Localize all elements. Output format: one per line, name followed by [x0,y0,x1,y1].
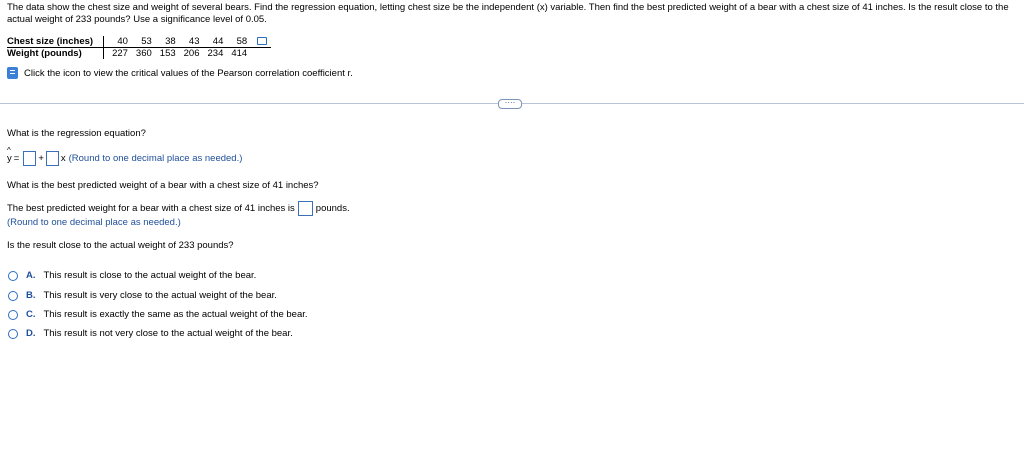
plus-sign: + [38,153,44,164]
question-regression: What is the regression equation? [7,128,146,139]
chest-value: 44 [204,36,228,48]
book-icon[interactable] [7,67,18,79]
critical-values-link[interactable] [7,67,353,79]
predicted-weight-suffix: pounds. [315,203,350,214]
table-row [7,36,271,48]
row-label-weight: Weight (pounds) [7,48,104,60]
equals-sign: = [13,153,20,164]
radio-button[interactable] [8,310,18,320]
regression-equation [7,151,242,166]
radio-button[interactable] [8,271,18,281]
question-predicted-weight: What is the best predicted weight of a bear with a chest size of 41 inches? [7,180,319,191]
row-label-chest: Chest size (inches) [7,36,104,48]
weight-value: 234 [207,48,224,59]
data-table [7,36,271,59]
option-b[interactable] [8,290,277,301]
option-d[interactable] [8,328,293,339]
weight-value: 206 [183,48,200,59]
option-letter: C. [26,309,36,320]
option-letter: A. [26,270,36,281]
predicted-weight-input[interactable] [298,201,313,216]
radio-button[interactable] [8,329,18,339]
rounding-hint: (Round to one decimal place as needed.) [68,153,243,164]
option-a[interactable] [8,270,256,281]
intercept-input[interactable] [23,151,36,166]
predicted-weight-prefix: The best predicted weight for a bear with a chest size of 41 inches is [7,203,295,214]
option-text[interactable]: This result is exactly the same as the actual weight of the bear. [43,309,308,320]
option-text[interactable]: This result is not very close to the actual weight of the bear. [43,328,293,339]
predicted-weight-row [7,201,350,216]
chest-value: 53 [132,36,156,48]
table-row [7,48,271,60]
y-hat-symbol: ^ y [7,153,12,164]
weight-value: 414 [231,48,248,59]
weight-value: 227 [112,48,128,59]
x-variable: x [60,153,66,164]
chest-value: 40 [104,36,132,48]
question-closeness: Is the result close to the actual weight of 233 pounds? [7,240,234,251]
weight-value: 360 [135,48,152,59]
chest-value: 43 [180,36,204,48]
chest-value: 58 [227,36,251,48]
weight-value: 153 [159,48,176,59]
rounding-hint: (Round to one decimal place as needed.) [7,217,181,228]
critical-values-link-text[interactable]: Click the icon to view the critical values of the Pearson correlation coefficient r. [24,67,353,79]
option-c[interactable] [8,309,308,320]
slope-input[interactable] [46,151,59,166]
option-text[interactable]: This result is close to the actual weight of the bear. [43,270,257,281]
copy-data-button[interactable] [251,36,271,48]
problem-statement: The data show the chest size and weight of several bears. Find the regression equation, letting chest size be the independent (x) variable. Then find the best predicted weight of a bear with a chest size of 41 inches. Is the result close to the actual weight of 233 pounds? Use a significance level of 0.05. [7,2,1009,25]
option-letter: B. [26,290,36,301]
radio-button[interactable] [8,291,18,301]
chest-value: 38 [156,36,180,48]
option-text[interactable]: This result is very close to the actual weight of the bear. [43,290,277,301]
option-letter: D. [26,328,36,339]
expand-button[interactable]: ···· [498,99,522,109]
copy-icon[interactable] [257,37,267,45]
